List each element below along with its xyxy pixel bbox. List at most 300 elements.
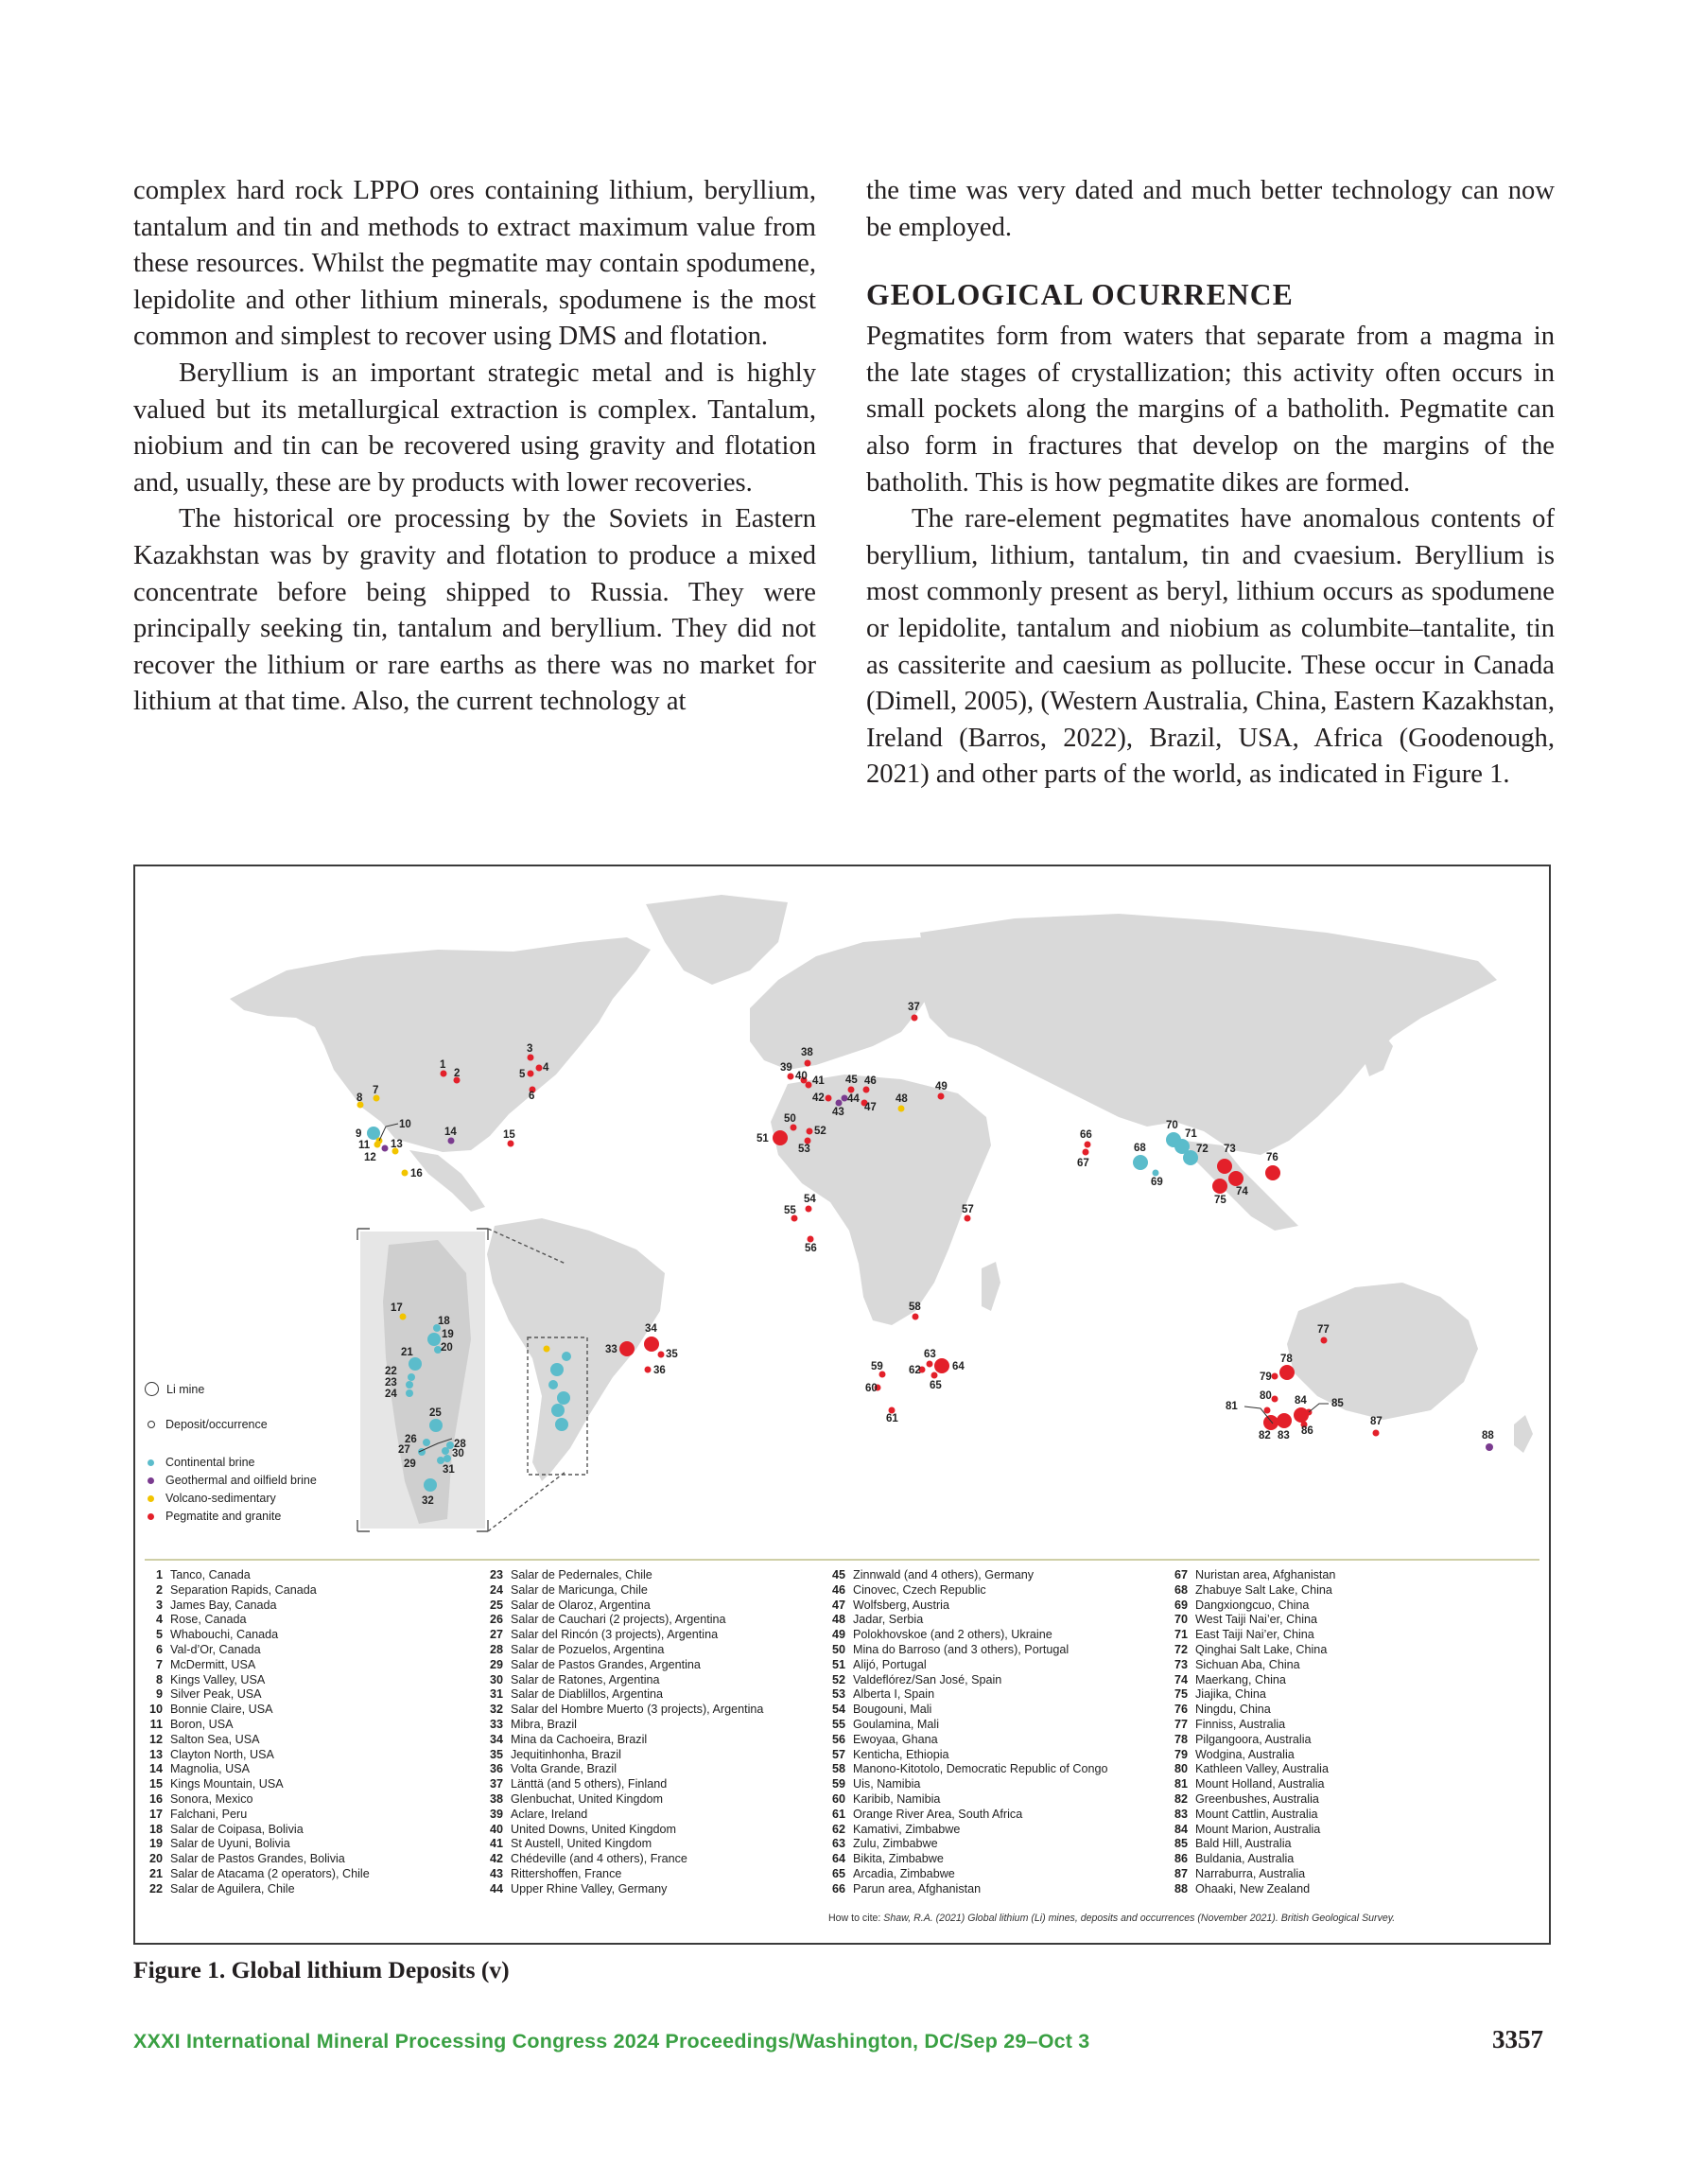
marker-label-61: 61: [886, 1413, 898, 1424]
legend-item-pegmatite: Pegmatite and granite: [145, 1510, 281, 1523]
deposit-number: 19: [148, 1837, 163, 1851]
deposit-number: 26: [489, 1613, 503, 1627]
deposit-name: Ohaaki, New Zealand: [1195, 1881, 1311, 1896]
deposit-number: 72: [1174, 1642, 1188, 1656]
deposit-name: Separation Rapids, Canada: [170, 1582, 317, 1597]
marker-label-87: 87: [1370, 1416, 1383, 1427]
deposit-list-item: [1166, 1703, 1335, 1718]
paragraph: The rare-element pegmatites have anomalous contents of beryllium, lithium, tantalum, tin and cvaesium. Beryllium is most commonly present as beryl, lithium occurs as spodumene or lepidolite, tantalum and niobium as columbite–tantalite, tin as cassiterite and caesium as pollucite. These occur in Canada (Dimell, 2005), (Western Australia, China, Eastern Kazakhstan, Ireland (Barros, 2022), Brazil, USA, Africa (Goodenough, 2021) and other parts of the world, as indicated in Figure 1.: [866, 504, 1555, 790]
deposit-number: 29: [489, 1657, 503, 1671]
deposit-marker-51: [773, 1130, 788, 1145]
deposit-name: Jequitinhonha, Brazil: [511, 1747, 621, 1761]
deposit-marker-23: [406, 1381, 413, 1389]
marker-label-1: 1: [440, 1059, 446, 1071]
deposit-list-item: [141, 1703, 370, 1718]
deposit-number: 17: [148, 1807, 163, 1821]
deposit-number: 79: [1174, 1747, 1188, 1761]
deposit-number: 30: [489, 1672, 503, 1686]
deposit-name: Kamativi, Zimbabwe: [853, 1822, 961, 1836]
marker-label-59: 59: [871, 1361, 883, 1372]
deposit-name: Jiajika, China: [1195, 1687, 1266, 1702]
deposit-name: Nuristan area, Afghanistan: [1195, 1568, 1336, 1581]
marker-label-4: 4: [543, 1062, 549, 1074]
deposit-marker-43: [836, 1100, 843, 1107]
deposit-list-item: [824, 1882, 1108, 1897]
deposit-number: 83: [1174, 1807, 1188, 1821]
deposit-list-item: [1166, 1643, 1335, 1658]
deposit-number: 68: [1174, 1582, 1188, 1597]
deposit-number: 59: [831, 1777, 845, 1791]
marker-label-39: 39: [780, 1062, 792, 1074]
deposit-marker-56: [808, 1236, 814, 1243]
deposit-number: 57: [831, 1747, 845, 1761]
marker-label-12: 12: [364, 1152, 376, 1163]
deposit-list-item: [141, 1837, 370, 1852]
deposit-list-item: [1166, 1613, 1335, 1628]
marker-label-31: 31: [443, 1464, 455, 1476]
dot-icon: [148, 1477, 154, 1484]
deposit-marker-67: [1083, 1149, 1089, 1156]
paragraph: The historical ore processing by the Soviets in Eastern Kazakhstan was by gravity and flotation to produce a mixed concentrate before being shipped to Russia. They were principally seeking tin, tantalum and beryllium. They did not recover the lithium or rare earths as there was no market for lithium at that time. Also, the current technology at: [133, 504, 816, 717]
deposit-list-item: [824, 1777, 1108, 1792]
deposit-name: Aclare, Ireland: [511, 1807, 588, 1821]
marker-label-32: 32: [422, 1495, 434, 1507]
marker-label-27: 27: [398, 1444, 410, 1456]
deposit-list-item: [824, 1703, 1108, 1718]
deposit-list-item: [141, 1792, 370, 1808]
marker-label-52: 52: [814, 1126, 826, 1137]
deposit-name: Karibib, Namibia: [853, 1791, 941, 1806]
deposit-marker-15: [508, 1141, 514, 1147]
deposit-list-item: [141, 1673, 370, 1688]
deposit-marker-sa-brine-f: [555, 1418, 568, 1431]
deposit-list-item: [481, 1852, 763, 1867]
deposit-name: Bikita, Zimbabwe: [853, 1852, 944, 1866]
deposit-number: 73: [1174, 1657, 1188, 1671]
deposit-number: 1: [155, 1568, 163, 1581]
marker-label-13: 13: [391, 1139, 403, 1150]
deposit-number: 6: [155, 1642, 163, 1656]
deposit-list: [141, 1568, 370, 1897]
deposit-number: 70: [1174, 1613, 1188, 1627]
deposit-list-item: [824, 1792, 1108, 1808]
deposit-list-item: [141, 1643, 370, 1658]
deposit-name: Mina da Cachoeira, Brazil: [511, 1732, 648, 1746]
figure-global-lithium-map: [133, 865, 1551, 1945]
deposit-list-item: [141, 1808, 370, 1823]
deposit-name: Mount Marion, Australia: [1195, 1822, 1321, 1836]
deposit-marker-88: [1486, 1443, 1493, 1451]
deposit-marker-76: [1265, 1165, 1280, 1180]
deposit-list-item: [824, 1852, 1108, 1867]
deposit-name: Valdeflórez/San José, Spain: [853, 1672, 1002, 1686]
paragraph: complex hard rock LPPO ores containing lithium, beryllium, tantalum and tin and methods to extract maximum value from these resources. Whilst the pegmatite may contain spodumene, lepidolite and other lithium minerals, spodumene is the most common and simplest to recover using DMS and flotation.: [133, 176, 816, 352]
deposit-marker-63: [927, 1361, 933, 1368]
marker-label-55: 55: [784, 1205, 796, 1216]
deposit-marker-22: [408, 1373, 415, 1381]
deposit-number: 27: [489, 1628, 503, 1642]
deposit-marker-39: [788, 1074, 794, 1080]
deposit-number: 55: [831, 1717, 845, 1731]
dot-icon: [148, 1459, 154, 1466]
deposit-list-item: [824, 1733, 1108, 1748]
legend-item-volcano: Volcano-sedimentary: [145, 1492, 276, 1505]
deposit-list-item: [141, 1718, 370, 1733]
deposit-number: 14: [148, 1762, 163, 1776]
marker-label-68: 68: [1134, 1143, 1146, 1154]
deposit-list-item: [1166, 1762, 1335, 1777]
deposit-number: 42: [489, 1852, 503, 1866]
deposit-number: 4: [155, 1613, 163, 1627]
deposit-name: Uis, Namibia: [853, 1777, 921, 1791]
marker-label-7: 7: [373, 1085, 379, 1096]
deposit-number: 78: [1174, 1732, 1188, 1746]
deposit-number: 58: [831, 1762, 845, 1776]
deposit-list-item: [141, 1823, 370, 1838]
left-text-column: [133, 173, 816, 721]
marker-label-33: 33: [605, 1344, 617, 1355]
deposit-marker-73: [1217, 1159, 1232, 1174]
deposit-name: Mount Holland, Australia: [1195, 1777, 1325, 1791]
deposit-name: Ewoyaa, Ghana: [853, 1732, 938, 1746]
deposit-name: Kings Valley, USA: [170, 1672, 266, 1686]
deposit-list-item: [824, 1748, 1108, 1763]
deposit-list-item: [481, 1762, 763, 1777]
deposit-marker-36: [645, 1367, 652, 1373]
deposit-number: 51: [831, 1657, 845, 1671]
deposit-marker-54: [806, 1206, 812, 1213]
deposit-name: Qinghai Salt Lake, China: [1195, 1642, 1328, 1656]
deposit-number: 74: [1174, 1672, 1188, 1686]
deposit-name: Sichuan Aba, China: [1195, 1657, 1300, 1671]
deposit-name: Mount Cattlin, Australia: [1195, 1807, 1318, 1821]
deposit-name: Salar de Cauchari (2 projects), Argentina: [511, 1613, 726, 1627]
deposit-marker-11: [374, 1142, 381, 1148]
deposit-list-item: [824, 1599, 1108, 1614]
deposit-list-item: [1166, 1852, 1335, 1867]
deposit-name: St Austell, United Kingdom: [511, 1837, 652, 1851]
deposit-number: 88: [1174, 1881, 1188, 1896]
deposit-number: 21: [148, 1866, 163, 1880]
marker-label-56: 56: [805, 1243, 817, 1254]
deposit-list-item: [824, 1568, 1108, 1583]
deposit-list-item: [481, 1748, 763, 1763]
deposit-list-item: [141, 1748, 370, 1763]
legend-item-geothermal: Geothermal and oilfield brine: [145, 1474, 317, 1487]
deposit-list-item: [141, 1777, 370, 1792]
deposit-name: Arcadia, Zimbabwe: [853, 1866, 955, 1880]
deposit-number: 8: [155, 1672, 163, 1686]
deposit-number: 69: [1174, 1598, 1188, 1612]
marker-label-42: 42: [812, 1092, 825, 1104]
marker-label-15: 15: [503, 1129, 515, 1141]
deposit-marker-21: [409, 1357, 422, 1371]
deposit-name: Mina do Barroso (and 3 others), Portugal: [853, 1642, 1070, 1656]
deposit-list-item: [1166, 1837, 1335, 1852]
deposit-marker-42: [826, 1095, 832, 1102]
deposit-list-item: [824, 1718, 1108, 1733]
marker-label-58: 58: [909, 1302, 921, 1313]
deposit-number: 36: [489, 1762, 503, 1776]
marker-label-38: 38: [801, 1047, 813, 1058]
deposit-list-item: [481, 1628, 763, 1643]
marker-label-69: 69: [1151, 1177, 1163, 1188]
deposit-marker-50: [791, 1125, 797, 1131]
deposit-name: Wodgina, Australia: [1195, 1747, 1295, 1761]
deposit-list-item: [481, 1837, 763, 1852]
deposit-list-item: [481, 1658, 763, 1673]
deposit-name: Salar del Rincón (3 projects), Argentina: [511, 1628, 719, 1642]
deposit-marker-32: [424, 1478, 437, 1492]
marker-label-70: 70: [1166, 1120, 1178, 1131]
deposit-marker-81: [1263, 1415, 1278, 1430]
marker-label-63: 63: [924, 1349, 936, 1360]
deposit-marker-58: [913, 1314, 919, 1320]
deposit-number: 85: [1174, 1837, 1188, 1851]
deposit-number: 16: [148, 1791, 163, 1806]
deposit-marker-49: [938, 1093, 945, 1100]
deposit-name: Salar de Ratones, Argentina: [511, 1672, 660, 1686]
deposit-number: 47: [831, 1598, 845, 1612]
marker-label-46: 46: [864, 1075, 877, 1087]
deposit-marker-64: [934, 1358, 949, 1373]
deposit-number: 44: [489, 1881, 503, 1896]
deposit-marker-34: [644, 1337, 659, 1352]
deposit-number: 77: [1174, 1717, 1188, 1731]
deposit-number: 2: [155, 1582, 163, 1597]
deposit-marker-29: [437, 1457, 444, 1464]
deposit-name: Kenticha, Ethiopia: [853, 1747, 949, 1761]
deposit-marker-37: [912, 1015, 918, 1022]
landmass-madagascar: [982, 1262, 1000, 1311]
marker-label-28: 28: [454, 1439, 466, 1450]
deposit-list-item: [1166, 1882, 1335, 1897]
deposit-list-item: [481, 1867, 763, 1882]
deposit-list-item: [824, 1673, 1108, 1688]
deposit-list-item: [1166, 1733, 1335, 1748]
deposit-name: Zhabuye Salt Lake, China: [1195, 1582, 1332, 1597]
deposit-list-item: [1166, 1673, 1335, 1688]
deposit-list-item: [481, 1882, 763, 1897]
deposit-list-item: [481, 1703, 763, 1718]
page-number: 3357: [1492, 2025, 1543, 2053]
deposit-number: 50: [831, 1642, 845, 1656]
deposit-name: Salton Sea, USA: [170, 1732, 260, 1746]
deposit-number: 35: [489, 1747, 503, 1761]
marker-label-65: 65: [930, 1380, 942, 1391]
marker-label-24: 24: [385, 1389, 397, 1400]
deposit-marker-19: [427, 1333, 441, 1346]
deposit-list-item: [1166, 1583, 1335, 1599]
deposit-list-item: [481, 1568, 763, 1583]
deposit-marker-4: [536, 1065, 543, 1072]
deposit-marker-83: [1277, 1413, 1292, 1428]
deposit-marker-14: [448, 1138, 455, 1144]
deposit-list-item: [141, 1658, 370, 1673]
marker-label-83: 83: [1278, 1430, 1290, 1441]
deposit-name: Salar de Diablillos, Argentina: [511, 1687, 664, 1702]
deposit-number: 18: [148, 1822, 163, 1836]
marker-label-22: 22: [385, 1366, 397, 1377]
marker-label-41: 41: [812, 1075, 825, 1087]
marker-label-60: 60: [865, 1383, 878, 1394]
small-circle-icon: [148, 1421, 155, 1428]
deposit-list-item: [824, 1628, 1108, 1643]
marker-label-47: 47: [864, 1102, 877, 1113]
deposit-list-item: [481, 1823, 763, 1838]
deposit-name: Volta Grande, Brazil: [511, 1762, 617, 1776]
deposit-name: Salar de Maricunga, Chile: [511, 1582, 648, 1597]
deposit-list-item: [1166, 1792, 1335, 1808]
deposit-number: 49: [831, 1628, 845, 1642]
deposit-number: 23: [489, 1568, 503, 1581]
deposit-name: Rose, Canada: [170, 1613, 247, 1627]
marker-label-77: 77: [1317, 1324, 1330, 1336]
deposit-number: 81: [1174, 1777, 1188, 1791]
deposit-name: Salar de Aguilera, Chile: [170, 1881, 295, 1896]
deposit-name: Salar de Pastos Grandes, Argentina: [511, 1657, 701, 1671]
deposit-number: 38: [489, 1791, 503, 1806]
marker-label-72: 72: [1196, 1144, 1209, 1155]
marker-label-81: 81: [1226, 1401, 1238, 1412]
deposit-number: 41: [489, 1837, 503, 1851]
marker-label-29: 29: [404, 1459, 416, 1470]
deposit-name: East Taiji Nai’er, China: [1195, 1628, 1314, 1642]
marker-label-19: 19: [442, 1329, 454, 1340]
dot-icon: [148, 1513, 154, 1520]
deposit-number: 32: [489, 1703, 503, 1717]
deposit-number: 39: [489, 1807, 503, 1821]
deposit-list-item: [824, 1583, 1108, 1599]
marker-label-26: 26: [405, 1434, 417, 1445]
deposit-number: 31: [489, 1687, 503, 1702]
deposit-number: 65: [831, 1866, 845, 1880]
deposit-marker-sa-brine-b: [550, 1363, 564, 1376]
deposit-list-item: [141, 1628, 370, 1643]
deposit-name: Falchani, Peru: [170, 1807, 248, 1821]
deposit-number: 71: [1174, 1628, 1188, 1642]
deposit-name: Salar de Uyuni, Bolivia: [170, 1837, 290, 1851]
marker-label-66: 66: [1080, 1129, 1092, 1141]
deposit-list-item: [481, 1777, 763, 1792]
deposit-list-item: [824, 1687, 1108, 1703]
deposit-number: 64: [831, 1852, 845, 1866]
deposit-list: [824, 1568, 1108, 1897]
deposit-name: Salar de Pastos Grandes, Bolivia: [170, 1852, 345, 1866]
deposit-name: Goulamina, Mali: [853, 1717, 939, 1731]
deposit-number: 63: [831, 1837, 845, 1851]
deposit-name: Salar de Coipasa, Bolivia: [170, 1822, 304, 1836]
deposit-name: Tanco, Canada: [170, 1568, 251, 1581]
marker-label-5: 5: [519, 1069, 526, 1080]
deposit-list-item: [141, 1882, 370, 1897]
deposit-list-item: [1166, 1718, 1335, 1733]
marker-label-37: 37: [908, 1002, 920, 1013]
landmass-central-america: [409, 1150, 485, 1212]
deposit-name: Zinnwald (and 4 others), Germany: [853, 1568, 1035, 1581]
marker-label-8: 8: [357, 1092, 363, 1104]
deposit-marker-12: [382, 1145, 389, 1152]
deposit-list-item: [481, 1687, 763, 1703]
marker-label-86: 86: [1301, 1425, 1313, 1437]
deposit-name: Pilgangoora, Australia: [1195, 1732, 1312, 1746]
paragraph: Pegmatites form from waters that separate from a magma in the late stages of crystallization; this activity often occurs in small pockets along the margins of a batholith. Pegmatite can also form in fractures that develop on the margins of the batholith. This is how pegmatite dikes are formed.: [866, 322, 1555, 498]
deposit-number: 3: [155, 1598, 163, 1612]
deposit-name: Kings Mountain, USA: [170, 1777, 284, 1791]
marker-label-21: 21: [401, 1347, 413, 1358]
marker-label-76: 76: [1266, 1152, 1278, 1163]
deposit-list-item: [141, 1867, 370, 1882]
deposit-number: 24: [489, 1582, 503, 1597]
marker-label-6: 6: [529, 1091, 535, 1102]
deposit-marker-46: [863, 1087, 870, 1093]
deposit-name: Rittershoffen, France: [511, 1866, 622, 1880]
figure-citation: How to cite: Shaw, R.A. (2021) Global lithium (Li) mines, deposits and occurrences (November 2021). British Geological Survey.: [828, 1913, 1396, 1924]
landmass-asia: [920, 914, 1497, 1155]
deposit-name: Dangxiongcuo, China: [1195, 1598, 1310, 1612]
deposit-list-item: [1166, 1823, 1335, 1838]
deposit-number: 10: [148, 1703, 163, 1717]
deposit-name: Silver Peak, USA: [170, 1687, 262, 1702]
marker-label-18: 18: [438, 1316, 450, 1327]
deposit-name: Finniss, Australia: [1195, 1717, 1286, 1731]
deposit-marker-25: [429, 1419, 443, 1432]
marker-label-54: 54: [804, 1194, 816, 1205]
deposit-number: 46: [831, 1582, 845, 1597]
paragraph: Beryllium is an important strategic metal and is highly valued but its metallurgical extraction is complex. Tantalum, niobium and tin can be recovered using gravity and flotation and, usually, these are by products with lower recoveries.: [133, 358, 816, 498]
deposit-marker-75: [1212, 1179, 1227, 1194]
deposit-list: [481, 1568, 763, 1897]
deposit-marker-66: [1085, 1142, 1091, 1148]
deposit-list-item: [481, 1599, 763, 1614]
deposit-marker-3: [528, 1055, 534, 1061]
marker-label-80: 80: [1260, 1390, 1272, 1402]
deposit-number: 76: [1174, 1703, 1188, 1717]
deposit-marker-31: [443, 1455, 451, 1462]
deposit-name: Greenbushes, Australia: [1195, 1791, 1319, 1806]
deposit-marker-41: [806, 1082, 812, 1089]
deposit-list-item: [1166, 1687, 1335, 1703]
deposit-number: 56: [831, 1732, 845, 1746]
deposit-number: 22: [148, 1881, 163, 1896]
deposit-marker-5: [528, 1071, 534, 1077]
deposit-number: 40: [489, 1822, 503, 1836]
marker-label-57: 57: [962, 1204, 974, 1215]
marker-label-17: 17: [391, 1302, 403, 1314]
deposit-name: Boron, USA: [170, 1717, 234, 1731]
deposit-name: Narraburra, Australia: [1195, 1866, 1306, 1880]
deposit-list-item: [141, 1733, 370, 1748]
deposit-list-item: [1166, 1808, 1335, 1823]
deposit-number: 33: [489, 1717, 503, 1731]
marker-label-36: 36: [653, 1365, 666, 1376]
deposit-number: 12: [148, 1732, 163, 1746]
marker-label-49: 49: [935, 1081, 948, 1092]
deposit-list-item: [141, 1599, 370, 1614]
figure-caption: Figure 1. Global lithium Deposits (v): [133, 1956, 510, 1983]
deposit-number: 54: [831, 1703, 845, 1717]
marker-label-34: 34: [645, 1323, 657, 1335]
deposit-marker-38: [805, 1060, 811, 1067]
large-circle-icon: [145, 1382, 159, 1396]
legend-item-li-mine: Li mine: [145, 1382, 204, 1396]
deposit-name: Maerkang, China: [1195, 1672, 1286, 1686]
deposit-marker-sa-volc: [544, 1346, 550, 1353]
deposit-marker-30: [442, 1447, 449, 1455]
deposit-name: Salar de Olaroz, Argentina: [511, 1598, 651, 1612]
deposit-number: 15: [148, 1777, 163, 1791]
deposit-number: 75: [1174, 1687, 1188, 1702]
